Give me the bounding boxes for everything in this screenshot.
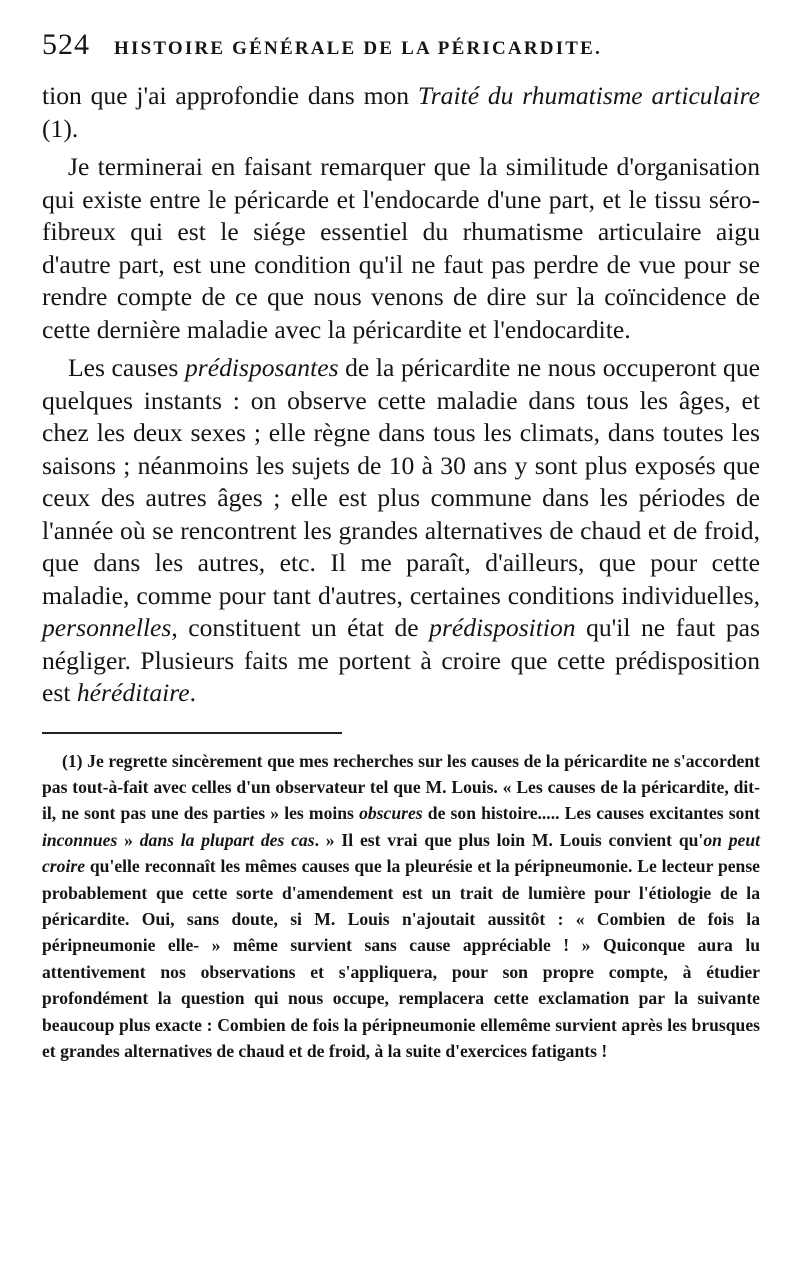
- footnote-divider: [42, 732, 342, 734]
- text-run-italic: on peut croire: [42, 829, 760, 877]
- text-run-italic: héréditaire: [76, 678, 190, 707]
- page-header: [42, 28, 760, 80]
- text-run: »: [117, 829, 140, 850]
- text-run: de son histoire..... Les causes excitantes sont: [422, 803, 760, 824]
- running-title: HISTOIRE GÉNÉRALE DE LA PÉRICARDITE.: [114, 38, 602, 59]
- footnote: [42, 748, 760, 1065]
- text-run: tion que j'ai approfondie dans mon: [42, 81, 418, 110]
- text-run: de la péricardite ne nous occuperont que quelques instants : on observe cette maladie dans tous les âges, et chez les deux sexes ; elle règne dans tous les climats, dans toutes les saisons ; néanmoins les sujets de 10 à 30 ans y sont plus exposés que ceux des autres âges ; elle est plus commune dans les périodes de l'année où se rencontrent les grandes alternatives de chaud et de froid, que dans les autres, etc. Il me paraît, d'ailleurs, que pour cette maladie, comme pour tant d'autres, certaines conditions individuelles,: [42, 353, 760, 610]
- text-run-italic: prédisposantes: [184, 353, 339, 382]
- text-run-italic: dans la plupart des cas: [139, 829, 315, 850]
- text-run: .: [189, 678, 197, 707]
- text-run-italic: Traité du rhumatisme articulaire: [417, 81, 760, 110]
- text-run: qu'il ne faut pas négliger. Plusieurs faits me portent à croire que cette prédisposition est: [42, 613, 760, 707]
- text-run: qu'elle reconnaît les mêmes causes que la pleurésie et la péripneumonie. Le lecteur pense probablement que cette sorte d'amendement est un trait de lumière pour l'étiologie de la péricardite. Oui, sans doute, si M. Louis n'ajoutait aussitôt : « Combien de fois la péripneumonie elle- » même survient sans cause appréciable ! » Quiconque aura lu attentivement nos observations et s'appliquera, pour son propre compte, à étudier profondément la question qui nous occupe, remplacera cette exclamation par la suivante beaucoup plus exacte : Combien de fois la péripneumonie ellemême survient après les brusques et grandes alternatives de chaud et de froid, à la suite d'exercices fatigants !: [42, 856, 760, 1061]
- page-number: 524: [42, 28, 90, 61]
- text-run: . » Il est vrai que plus loin M. Louis convient qu': [314, 829, 704, 850]
- text-run-italic: inconnues: [42, 829, 118, 850]
- text-run: , constituent un état de: [171, 613, 430, 642]
- text-run-italic: personnelles: [42, 613, 172, 642]
- text-run: (1) Je regrette sincèrement que mes recherches sur les causes de la péricardite ne s'accordent pas tout-à-fait avec celles d'un observateur tel que M. Louis. « Les causes de la péricardite, dit-il, ne sont pas une des parties » les moins: [42, 750, 760, 824]
- text-run-italic: obscures: [359, 803, 423, 824]
- footnote-paragraph: [42, 748, 760, 1065]
- paragraph: [42, 80, 760, 145]
- text-run: (1).: [42, 113, 79, 143]
- main-text: [42, 80, 760, 710]
- text-run-italic: prédisposition: [429, 613, 576, 642]
- paragraph: [42, 151, 760, 346]
- paragraph: [42, 352, 760, 710]
- text-run: Je terminerai en faisant remarquer que la similitude d'organisation qui existe entre le péricarde et l'endocarde d'une part, et le tissu séro-fibreux qui est le siége essentiel du rhumatisme articulaire aigu d'autre part, est une condition qu'il ne faut pas perdre de vue pour se rendre compte de ce que nous venons de dire sur la coïncidence de cette dernière maladie avec la péricardite et l'endocardite.: [42, 152, 760, 344]
- text-run: Les causes: [68, 353, 185, 382]
